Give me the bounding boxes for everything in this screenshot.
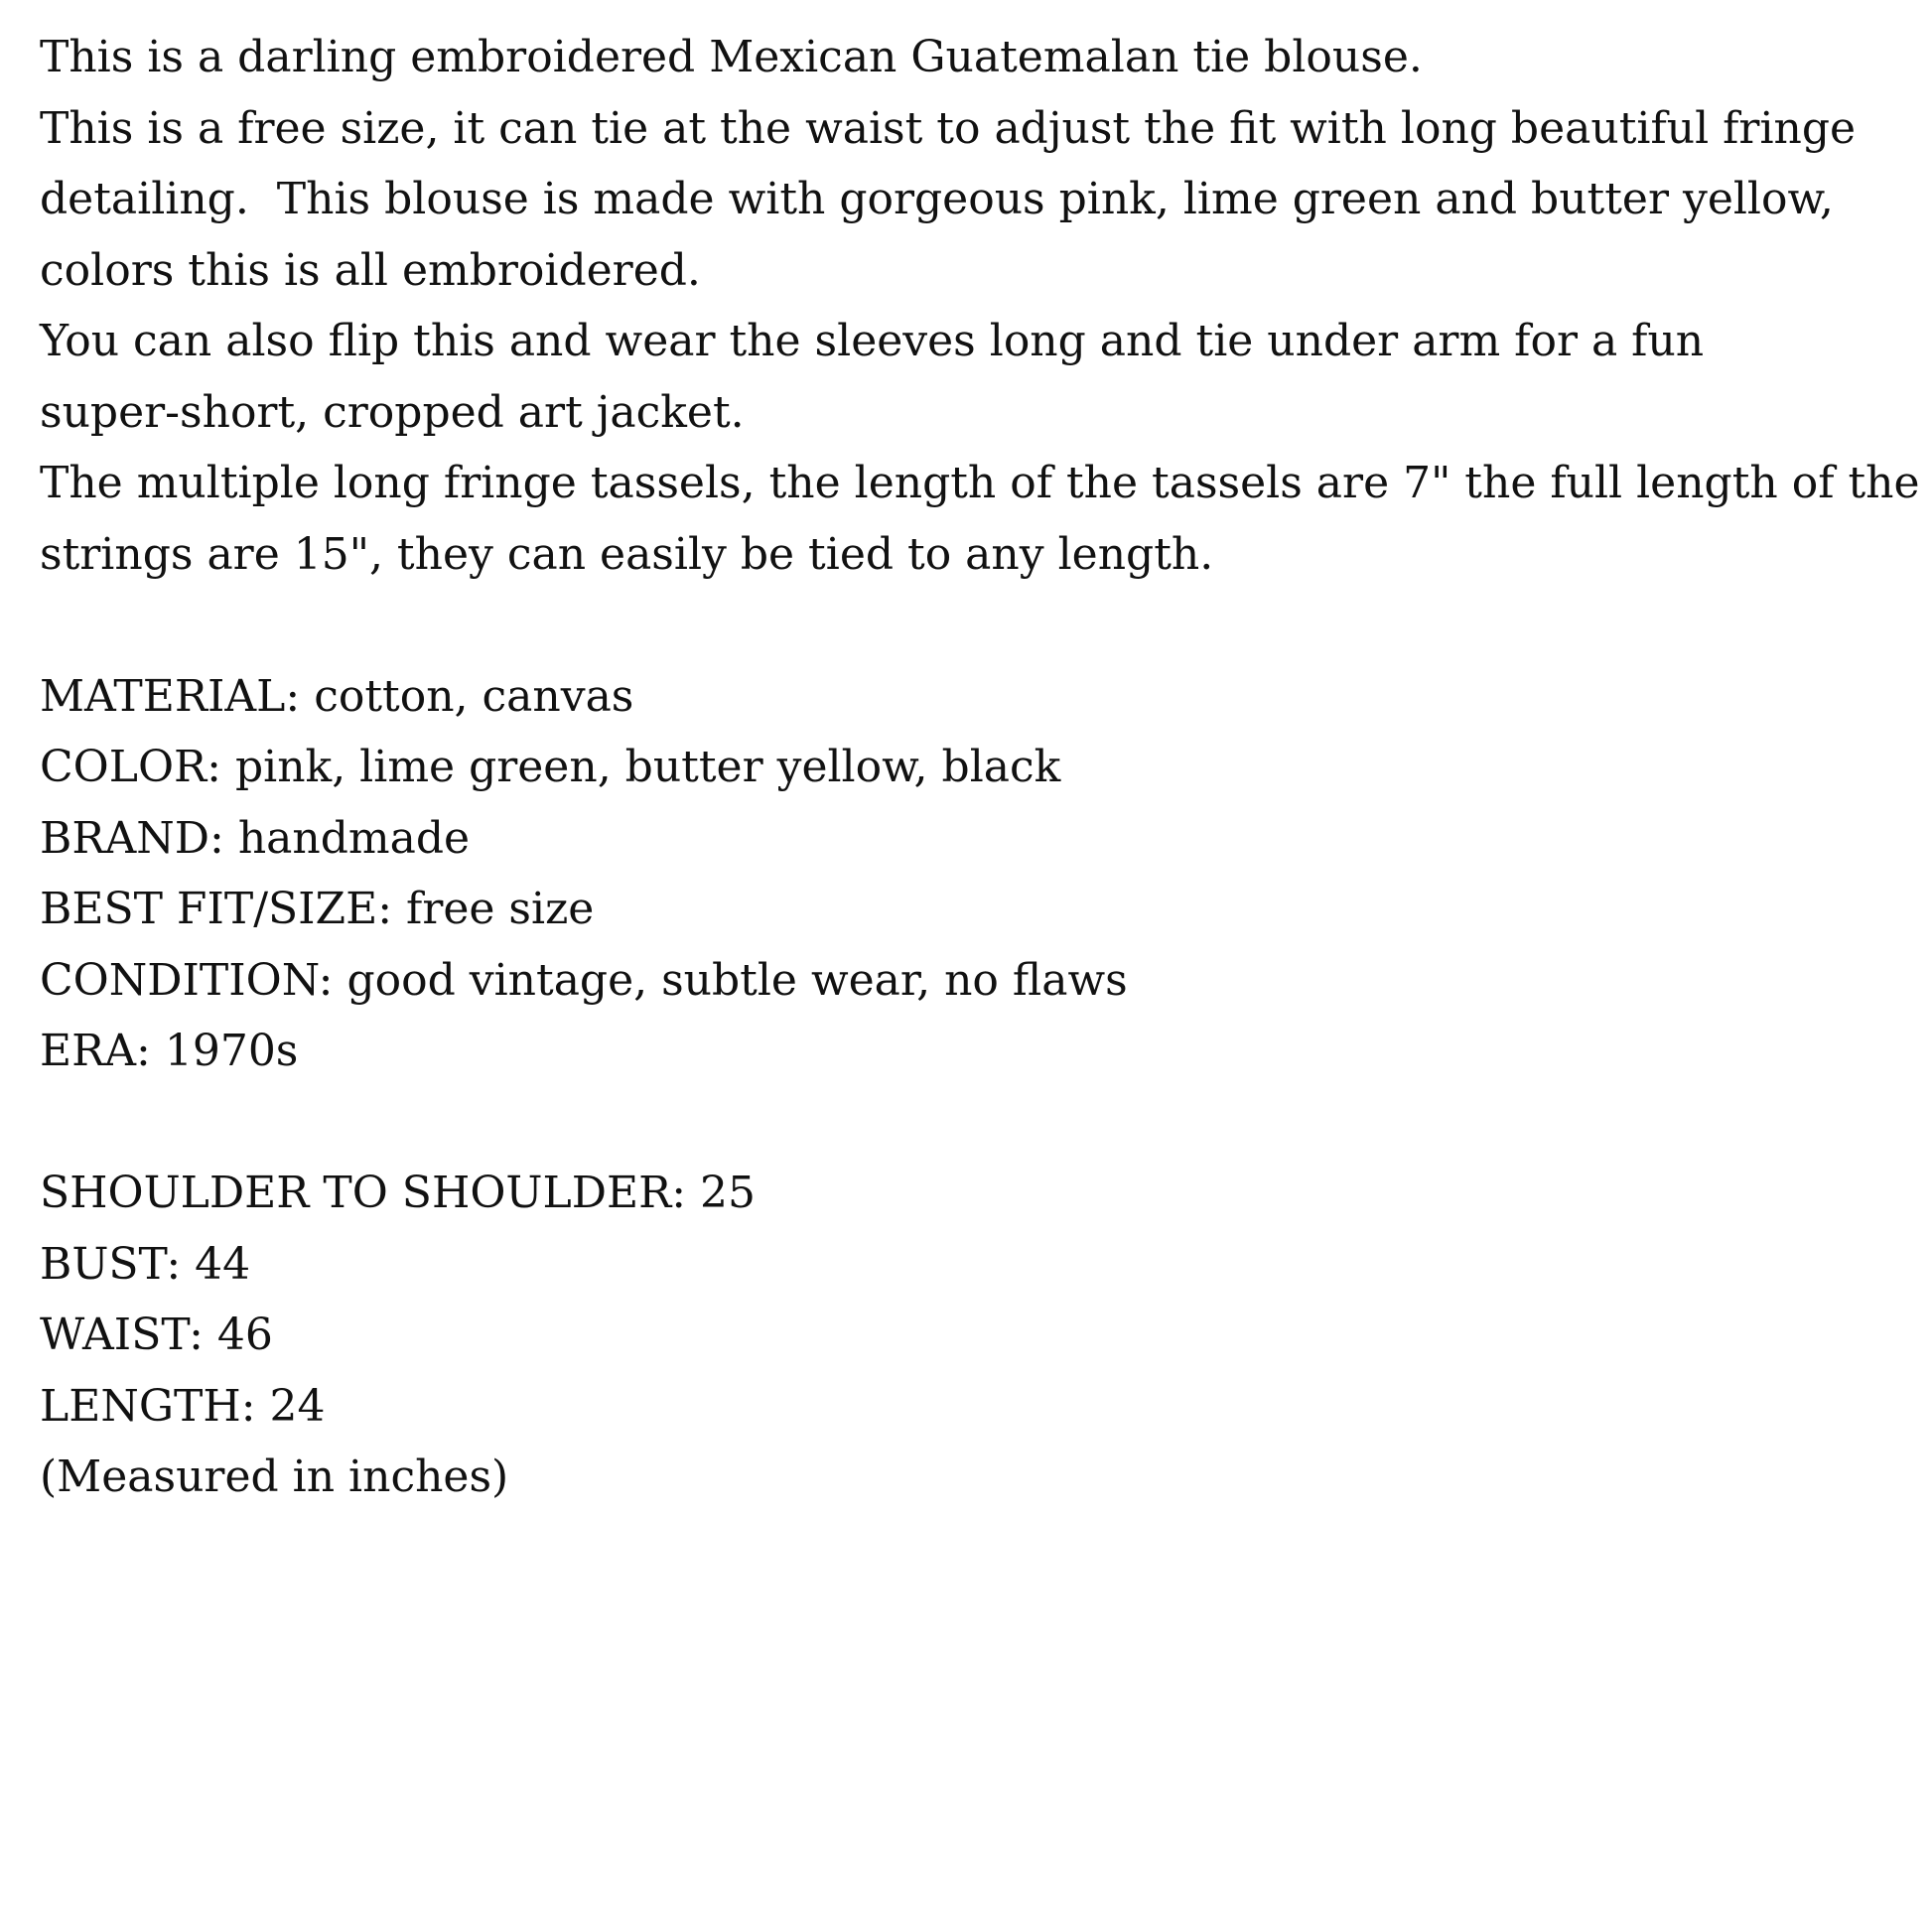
description-line: This is a darling embroidered Mexican Guatemalan tie blouse. (40, 32, 1423, 82)
waist-measurement: WAIST: 46 (40, 1310, 273, 1360)
spacer (40, 590, 1906, 661)
fit-detail: BEST FIT/SIZE: free size (40, 884, 595, 934)
color-detail: COLOR: pink, lime green, butter yellow, black (40, 742, 1061, 792)
description-line: The multiple long fringe tassels, the length of the tassels are 7" the full length of the (40, 458, 1920, 508)
bust-measurement: BUST: 44 (40, 1238, 251, 1290)
era-detail: ERA: 1970s (40, 1026, 299, 1076)
description-line: strings are 15", they can easily be tied to any length. (40, 528, 1214, 580)
description-line: detailing. This blouse is made with gorgeous pink, lime green and butter yellow, (40, 174, 1834, 224)
description-line: colors this is all embroidered. (40, 244, 701, 296)
shoulder-measurement: SHOULDER TO SHOULDER: 25 (40, 1168, 757, 1218)
description-line: You can also flip this and wear the sleeves long and tie under arm for a fun (40, 316, 1705, 366)
description-section (40, 22, 1920, 590)
spacer (40, 1087, 1906, 1159)
brand-detail: BRAND: handmade (40, 812, 471, 864)
condition-detail: CONDITION: good vintage, subtle wear, no flaws (40, 954, 1128, 1006)
length-measurement: LENGTH: 24 (40, 1380, 326, 1432)
description-line: This is a free size, it can tie at the waist to adjust the fit with long beautiful fringe (40, 102, 1857, 154)
listing-description (40, 22, 1920, 1513)
measurements-section (40, 1158, 1906, 1513)
measurement-unit-note: (Measured in inches) (40, 1451, 509, 1502)
description-line: super-short, cropped art jacket. (40, 386, 745, 438)
material-detail: MATERIAL: cotton, canvas (40, 670, 634, 722)
details-section (40, 661, 1906, 1087)
